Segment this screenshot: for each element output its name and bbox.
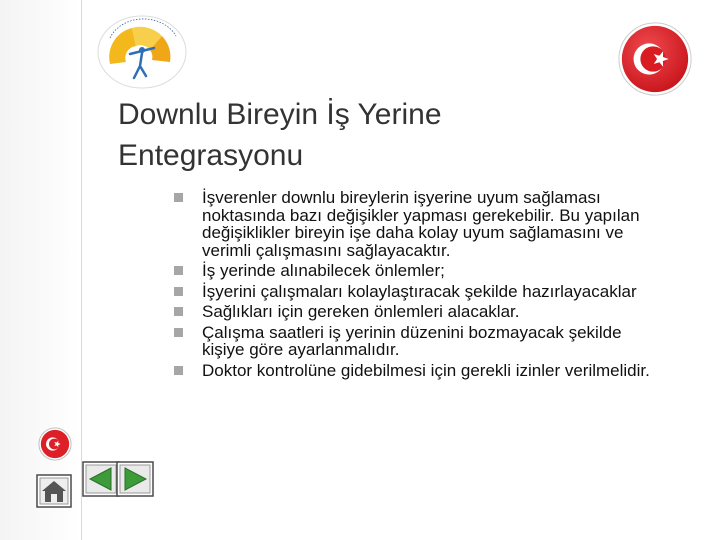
next-arrow-icon[interactable]: [116, 461, 154, 497]
bullet-square-icon: [174, 193, 183, 202]
left-divider-line: [81, 0, 82, 540]
sun-figure-logo: [92, 10, 192, 95]
page-title: [118, 94, 638, 176]
previous-arrow-icon[interactable]: [82, 461, 120, 497]
bullet-list: [174, 189, 654, 382]
title-line-1: Downlu Bireyin İş Yerine: [118, 98, 442, 131]
bullet-square-icon: [174, 366, 183, 375]
bullet-square-icon: [174, 287, 183, 296]
list-item: [174, 262, 654, 280]
turkish-flag-icon: [616, 20, 694, 98]
bullet-text: İşyerini çalışmaları kolaylaştıracak şekilde hazırlayacaklar: [202, 281, 637, 301]
list-item: [174, 189, 654, 259]
turkish-flag-icon[interactable]: [38, 427, 72, 461]
bullet-square-icon: [174, 328, 183, 337]
list-item: [174, 324, 654, 359]
list-item: [174, 283, 654, 301]
bullet-text: İşverenler downlu bireylerin işyerine uyum sağlaması noktasında bazı değişikler yapması gerekebilir. Bu yapılan değişiklikler bireyin işe daha kolay uyum sağlamasını ve verimli çalışmasını sağlayacaktır.: [202, 188, 640, 260]
home-icon[interactable]: [36, 474, 72, 508]
bullet-square-icon: [174, 266, 183, 275]
title-line-2: Entegrasyonu: [118, 139, 304, 172]
bullet-text: İş yerinde alınabilecek önlemler;: [202, 261, 445, 280]
list-item: [174, 303, 654, 321]
bullet-text: Çalışma saatleri iş yerinin düzenini bozmayacak şekilde kişiye göre ayarlanmalıdır.: [202, 322, 622, 359]
bullet-text: Sağlıkları için gereken önlemleri alacaklar.: [202, 302, 520, 321]
list-item: [174, 362, 654, 380]
bullet-text: Doktor kontrolüne gidebilmesi için gerekli izinler verilmelidir.: [202, 360, 650, 380]
bullet-square-icon: [174, 307, 183, 316]
